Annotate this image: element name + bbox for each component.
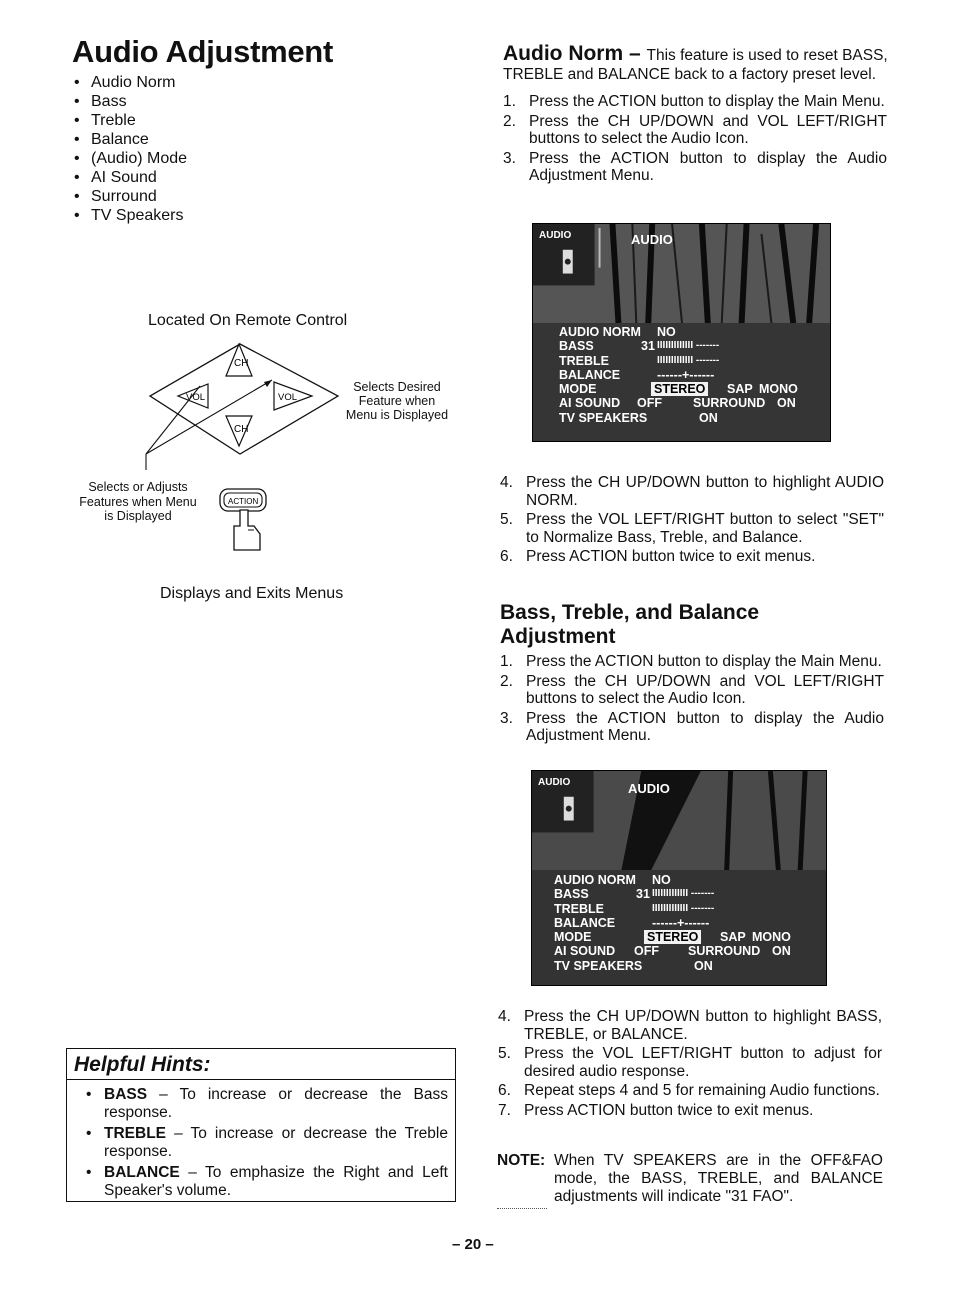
- audio-adjustment-menu: [532, 873, 826, 973]
- step-item: 7. Press ACTION button twice to exit menus.: [498, 1101, 814, 1119]
- menu-row-bass: BASS 31 IIIIIIIIIIIII -------: [554, 887, 715, 902]
- note-underline: [497, 1208, 547, 1209]
- menu-row-mode: MODE STEREO SAP MONO: [559, 382, 798, 397]
- menu-row-bass: BASS 31 IIIIIIIIIIIII -------: [559, 339, 720, 354]
- menu-row-mode: MODE STEREO SAP MONO: [554, 930, 791, 945]
- topic-item: • TV Speakers: [72, 206, 187, 225]
- stereo-option: STEREO: [651, 382, 708, 396]
- vol-right-label: VOL: [278, 392, 298, 403]
- note-block: [497, 1152, 883, 1206]
- topic-item: • Surround: [72, 187, 187, 206]
- ch-up-label: CH: [234, 358, 249, 369]
- step-item: 4. Press the CH UP/DOWN button to highlight AUDIO NORM.: [500, 474, 884, 509]
- selects-desired-caption: Selects Desired Feature when Menu is Displayed: [345, 380, 449, 422]
- topic-item: • Bass: [72, 92, 187, 111]
- note-text: When TV SPEAKERS are in the OFF&FAO mode, the BASS, TREBLE, and BALANCE adjustments will indicate "31 FAO".: [554, 1152, 883, 1205]
- audio-norm-description: This feature is used to reset BASS, TREBLE and BALANCE back to a factory preset level.: [503, 47, 888, 83]
- tv-menu-screenshot-2: [531, 770, 827, 986]
- step-item: 1. Press the ACTION button to display the Main Menu.: [503, 93, 885, 110]
- remote-diagram: [140, 336, 350, 471]
- page-number: – 20 –: [452, 1236, 494, 1253]
- menu-row-balance: BALANCE ------+------: [554, 915, 710, 930]
- bass-steps-2: [498, 1008, 882, 1121]
- audio-adjustment-menu: [533, 325, 830, 425]
- step-item: 6. Repeat steps 4 and 5 for remaining Audio functions.: [498, 1082, 880, 1099]
- audio-norm-steps-1: [503, 93, 887, 187]
- hint-item: • BALANCE – To emphasize the Right and Left Speaker's volume.: [84, 1164, 448, 1200]
- vol-left-arrow-icon: [178, 384, 208, 408]
- action-label: ACTION: [228, 497, 259, 506]
- step-item: 2. Press the CH UP/DOWN and VOL LEFT/RIGHT buttons to select the Audio Icon.: [503, 112, 887, 147]
- hint-item: • TREBLE – To increase or decrease the Treble response.: [84, 1125, 448, 1161]
- menu-row-tv-speakers: TV SPEAKERS ON: [554, 958, 713, 973]
- hint-item: • BASS – To increase or decrease the Bass response.: [84, 1086, 448, 1122]
- step-item: 3. Press the ACTION button to display the Audio Adjustment Menu.: [500, 709, 884, 744]
- topic-item: • Audio Norm: [72, 73, 187, 92]
- menu-row-tv-speakers: TV SPEAKERS ON: [559, 410, 718, 425]
- menu-row-ai-sound: AI SOUND OFF SURROUND ON: [559, 396, 796, 411]
- vol-right-arrow-icon: [274, 382, 312, 410]
- step-item: 6. Press ACTION button twice to exit menus.: [500, 548, 816, 565]
- audio-menu-tag: AUDIO: [631, 232, 673, 247]
- ch-down-arrow-icon: [226, 416, 252, 446]
- helpful-hints-title: Helpful Hints:: [74, 1053, 211, 1076]
- audio-menu-tag: AUDIO: [628, 781, 670, 796]
- menu-row-treble: TREBLE IIIIIIIIIIIII -------: [559, 353, 720, 368]
- step-item: 5. Press the VOL LEFT/RIGHT button to select "SET" to Normalize Bass, Treble, and Balance.: [500, 511, 884, 546]
- audio-norm-intro: Audio Norm – This feature is used to reset BASS, TREBLE and BALANCE back to a factory preset level.: [503, 42, 888, 83]
- topic-list: [72, 73, 187, 225]
- step-item: 2. Press the CH UP/DOWN and VOL LEFT/RIGHT buttons to select the Audio Icon.: [500, 672, 884, 707]
- hints-divider: [66, 1079, 456, 1080]
- audio-norm-steps-2: [500, 474, 884, 568]
- step-item: 4. Press the CH UP/DOWN button to highlight BASS, TREBLE, or BALANCE.: [498, 1008, 882, 1043]
- action-button-icon: [218, 486, 270, 552]
- topic-item: • AI Sound: [72, 168, 187, 187]
- bass-treble-balance-heading: Bass, Treble, and Balance Adjustment: [500, 601, 760, 648]
- step-item: 5. Press the VOL LEFT/RIGHT button to adjust for desired audio response.: [498, 1045, 882, 1080]
- note-label: NOTE:: [497, 1152, 546, 1169]
- bass-steps-1: [500, 653, 884, 747]
- menu-row-balance: BALANCE ------+------: [559, 367, 715, 382]
- audio-icon-label: AUDIO: [538, 777, 571, 788]
- menu-row-audio-norm: AUDIO NORM NO: [554, 873, 671, 887]
- tv-menu-screenshot-1: [532, 223, 831, 442]
- selects-adjusts-caption: Selects or Adjusts Features when Menu is Displayed: [79, 480, 197, 523]
- ch-down-label: CH: [234, 424, 249, 435]
- step-item: 1. Press the ACTION button to display the Main Menu.: [500, 653, 882, 670]
- helpful-hints-list: [84, 1086, 448, 1203]
- topic-item: • Balance: [72, 130, 187, 149]
- topic-item: • Treble: [72, 111, 187, 130]
- vol-left-label: VOL: [186, 392, 206, 403]
- topic-item: • (Audio) Mode: [72, 149, 187, 168]
- displays-exits-caption: Displays and Exits Menus: [160, 585, 344, 602]
- stereo-option: STEREO: [644, 930, 701, 944]
- remote-caption: Located On Remote Control: [148, 312, 348, 329]
- step-item: 3. Press the ACTION button to display the Audio Adjustment Menu.: [503, 149, 887, 184]
- menu-row-ai-sound: AI SOUND OFF SURROUND ON: [554, 944, 791, 959]
- audio-icon-label: AUDIO: [539, 230, 572, 241]
- page-title: Audio Adjustment: [72, 34, 333, 69]
- menu-row-treble: TREBLE IIIIIIIIIIIII -------: [554, 901, 715, 916]
- audio-norm-heading: Audio Norm: [503, 42, 624, 65]
- menu-row-audio-norm: AUDIO NORM NO: [559, 325, 676, 339]
